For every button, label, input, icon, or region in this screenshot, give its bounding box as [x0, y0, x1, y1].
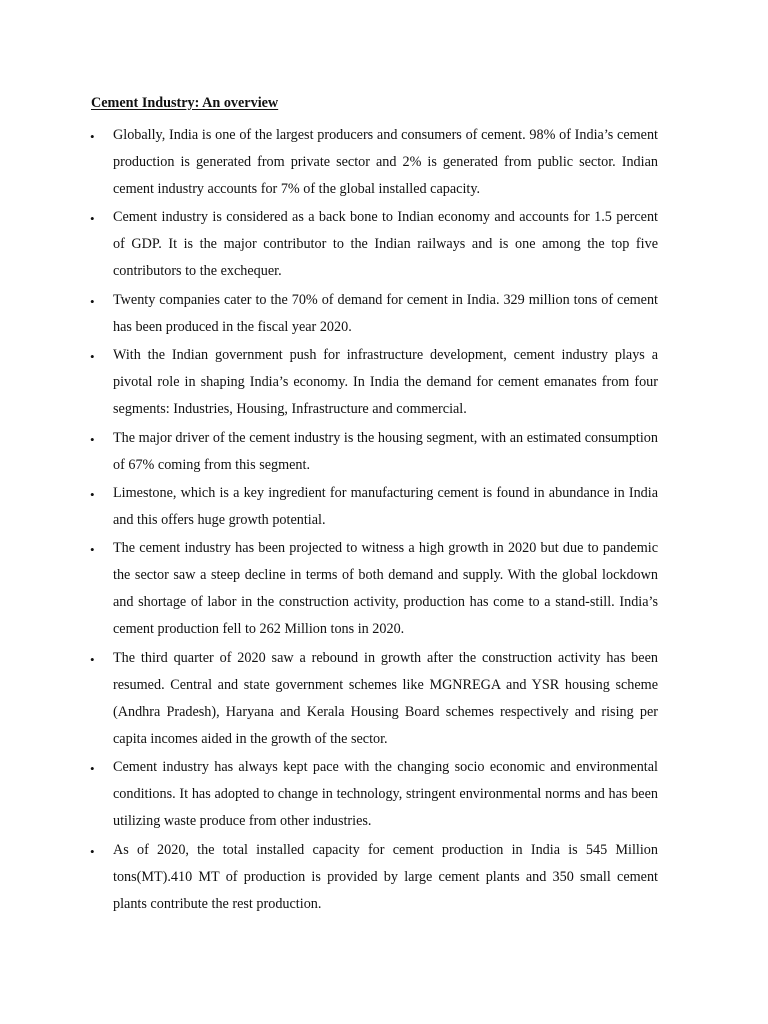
document-title: Cement Industry: An overview [91, 95, 279, 111]
bullet-icon: • [90, 761, 95, 777]
list-item [0, 535, 768, 643]
list-item [0, 122, 768, 203]
list-item [0, 287, 768, 341]
bullet-icon: • [90, 486, 95, 502]
bullet-text: Twenty companies cater to the 70% of demand for cement in India. 329 million tons of cement has been produced in the fiscal year 2020. [113, 291, 658, 335]
bullet-list [0, 122, 768, 919]
list-item [0, 204, 768, 285]
list-item [0, 837, 768, 918]
bullet-icon: • [90, 843, 95, 859]
list-item [0, 425, 768, 479]
bullet-text: Globally, India is one of the largest producers and consumers of cement. 98% of India’s cement production is generated from private sector and 2% is generated from public sector. Indian cement industry accounts for 7% of the global installed capacity. [113, 127, 658, 197]
bullet-icon: • [90, 211, 95, 227]
bullet-icon: • [90, 542, 95, 558]
bullet-text: The third quarter of 2020 saw a rebound in growth after the construction activity has been resumed. Central and state government schemes like MGNREGA and YSR housing scheme (Andhra Pradesh), Haryana and Kerala Housing Board schemes respectively and rising per capita incomes aided in the growth of the sector. [113, 649, 658, 747]
bullet-icon: • [90, 431, 95, 447]
bullet-text: As of 2020, the total installed capacity for cement production in India is 545 Million tons(MT).410 MT of production is provided by large cement plants and 350 small cement plants contribute the rest production. [113, 841, 658, 912]
bullet-icon: • [90, 651, 95, 667]
list-item [0, 645, 768, 753]
bullet-icon: • [90, 349, 95, 365]
list-item [0, 480, 768, 534]
list-item [0, 754, 768, 835]
bullet-text: Cement industry is considered as a back bone to Indian economy and accounts for 1.5 percent of GDP. It is the major contributor to the Indian railways and is one among the top five contributors to the exchequer. [113, 209, 658, 280]
bullet-icon: • [90, 293, 95, 309]
bullet-text: The cement industry has been projected to witness a high growth in 2020 but due to pandemic the sector saw a steep decline in terms of both demand and supply. With the global lockdown and shortage of labor in the construction activity, production has come to a stand-still. India’s cement production fell to 262 Million tons in 2020. [113, 540, 658, 638]
bullet-icon: • [90, 129, 95, 144]
bullet-text: With the Indian government push for infrastructure development, cement industry plays a pivotal role in shaping India’s economy. In India the demand for cement emanates from four segments: Industries, Housing, Infrastructure and commercial. [113, 347, 658, 418]
bullet-text: Cement industry has always kept pace with the changing socio economic and environmental conditions. It has adopted to change in technology, stringent environmental norms and has been utilizing waste produce from other industries. [113, 759, 658, 830]
bullet-text: The major driver of the cement industry is the housing segment, with an estimated consumption of 67% coming from this segment. [113, 429, 658, 473]
bullet-text: Limestone, which is a key ingredient for manufacturing cement is found in abundance in India and this offers huge growth potential. [113, 484, 658, 528]
list-item [0, 342, 768, 423]
